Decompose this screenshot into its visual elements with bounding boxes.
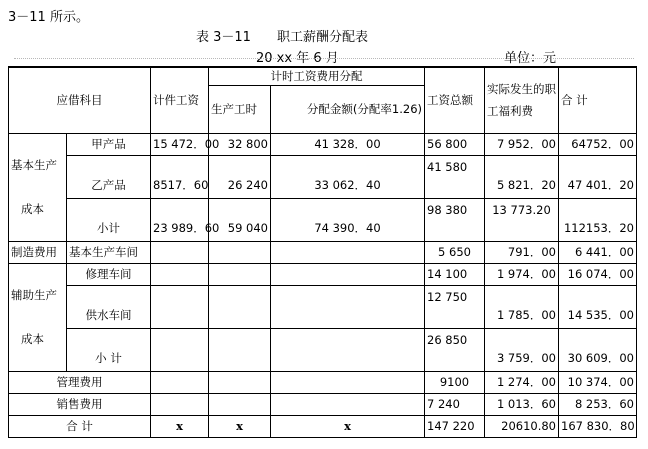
cell-piece: 23 989．60	[151, 198, 209, 241]
cell-hours: 59 040	[209, 198, 271, 241]
cell-amount	[271, 263, 425, 285]
row-label: 销售费用	[9, 393, 151, 415]
cell-amount: 33 062．40	[271, 155, 425, 198]
cell-welfare: 1 274．00	[485, 371, 559, 393]
cell-hours	[209, 393, 271, 415]
table-row	[9, 328, 637, 371]
header-allocated-amount: 分配金额(分配率1.26)	[271, 85, 425, 133]
table-row	[9, 285, 637, 328]
cell-piece: 8517．60	[151, 155, 209, 198]
group-label-line: 成本	[21, 332, 44, 346]
table-row	[9, 155, 637, 198]
group-label-line: 辅助生产	[11, 288, 57, 302]
cell-wage: 7 240	[425, 393, 485, 415]
intro-text: 3－11 所示。	[8, 10, 89, 25]
row-label: 甲产品	[67, 133, 151, 155]
cell-piece: x	[151, 415, 209, 437]
table-row	[9, 133, 637, 155]
row-label: 供水车间	[67, 285, 151, 328]
cell-total: 8 253．60	[559, 393, 637, 415]
table-row	[9, 393, 637, 415]
dotted-rule	[14, 58, 634, 59]
row-label: 小 计	[67, 328, 151, 371]
cell-welfare: 3 759．00	[485, 328, 559, 371]
cell-welfare: 1 013．60	[485, 393, 559, 415]
cell-wage: 26 850	[425, 328, 485, 371]
cell-hours	[209, 263, 271, 285]
cell-piece	[151, 263, 209, 285]
unit-label: 单位：元	[504, 51, 557, 66]
cell-amount: 74 390．40	[271, 198, 425, 241]
header-total-wage: 工资总额	[425, 67, 485, 133]
cell-welfare: 5 821．20	[485, 155, 559, 198]
cell-wage: 5 650	[425, 241, 485, 263]
row-label: 管理费用	[9, 371, 151, 393]
cell-wage: 14 100	[425, 263, 485, 285]
table-row	[9, 241, 637, 263]
cell-welfare: 1 785．00	[485, 285, 559, 328]
cell-wage: 41 580	[425, 155, 485, 198]
header-welfare: 实际发生的职工福利费	[485, 67, 559, 133]
cell-wage: 12 750	[425, 285, 485, 328]
group-auxiliary-production	[9, 263, 67, 371]
group-manufacturing-expense: 制造费用	[9, 241, 67, 263]
cell-welfare: 791．00	[485, 241, 559, 263]
cell-total: 10 374．00	[559, 371, 637, 393]
table-row	[9, 263, 637, 285]
cell-wage: 9100	[425, 371, 485, 393]
period-label: 20 xx 年 6 月	[256, 51, 339, 66]
cell-wage: 147 220	[425, 415, 485, 437]
cell-hours	[209, 328, 271, 371]
cell-wage: 56 800	[425, 133, 485, 155]
cell-piece	[151, 371, 209, 393]
table-title: 表 3－11 职工薪酬分配表	[196, 30, 368, 45]
cell-hours	[209, 371, 271, 393]
table-row	[9, 198, 637, 241]
cell-total: 6 441．00	[559, 241, 637, 263]
header-production-hours: 生产工时	[209, 85, 271, 133]
cell-welfare: 1 974．00	[485, 263, 559, 285]
group-label-line: 成本	[21, 202, 44, 216]
row-label: 乙产品	[67, 155, 151, 198]
cell-hours: x	[209, 415, 271, 437]
table-row	[9, 371, 637, 393]
cell-piece: 15 472．00	[151, 133, 209, 155]
cell-piece	[151, 241, 209, 263]
cell-total: 64752．00	[559, 133, 637, 155]
group-label-line: 基本生产	[11, 158, 57, 172]
cell-total: 112153．20	[559, 198, 637, 241]
group-basic-production	[9, 133, 67, 241]
cell-total: 167 830．80	[559, 415, 637, 437]
row-label: 小计	[67, 198, 151, 241]
payroll-allocation-table	[8, 66, 637, 438]
cell-hours	[209, 241, 271, 263]
cell-hours: 26 240	[209, 155, 271, 198]
table-row-total	[9, 415, 637, 437]
cell-total: 16 074．00	[559, 263, 637, 285]
cell-amount	[271, 241, 425, 263]
cell-piece	[151, 393, 209, 415]
header-total: 合 计	[559, 67, 637, 133]
cell-piece	[151, 285, 209, 328]
cell-wage: 98 380	[425, 198, 485, 241]
row-label: 基本生产车间	[67, 241, 151, 263]
cell-welfare: 20610.80	[485, 415, 559, 437]
cell-amount	[271, 285, 425, 328]
header-time-wage-group: 计时工资费用分配	[209, 67, 425, 85]
header-piece-wage: 计件工资	[151, 67, 209, 133]
cell-hours	[209, 285, 271, 328]
cell-welfare: 13 773.20	[485, 198, 559, 241]
row-label: 修理车间	[67, 263, 151, 285]
cell-welfare: 7 952．00	[485, 133, 559, 155]
cell-piece	[151, 328, 209, 371]
cell-amount	[271, 393, 425, 415]
cell-total: 47 401．20	[559, 155, 637, 198]
cell-amount: x	[271, 415, 425, 437]
cell-amount	[271, 371, 425, 393]
cell-amount: 41 328．00	[271, 133, 425, 155]
header-account: 应借科目	[9, 67, 151, 133]
row-label: 合 计	[9, 415, 151, 437]
cell-total: 14 535．00	[559, 285, 637, 328]
cell-total: 30 609．00	[559, 328, 637, 371]
cell-amount	[271, 328, 425, 371]
cell-hours: 32 800	[209, 133, 271, 155]
